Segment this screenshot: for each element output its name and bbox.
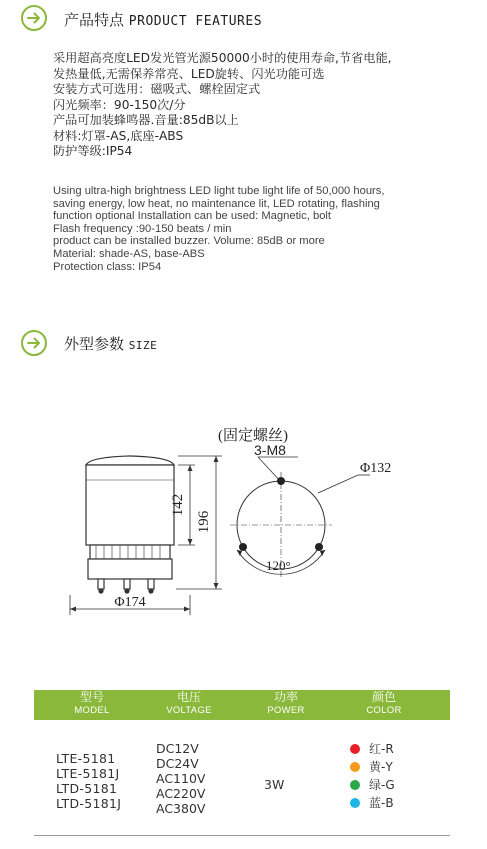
- power-cell: 3W: [264, 777, 285, 792]
- yellow-dot-icon: [350, 762, 360, 772]
- features-en-text: [53, 185, 463, 273]
- features-cn-line: 发热量低,无需保养常亮、LED旋转、闪光功能可选: [53, 66, 325, 81]
- header-voltage: 电压 VOLTAGE: [166, 690, 212, 716]
- arrow-right-circle-icon: [21, 330, 47, 356]
- model-cell: [56, 751, 121, 811]
- color-item-red: 红-R: [350, 740, 395, 758]
- features-cn-text: [53, 51, 473, 160]
- voltage-item: AC380V: [156, 801, 206, 816]
- dim-dia-top: Φ132: [360, 461, 392, 476]
- header-model: 型号 MODEL: [74, 690, 110, 716]
- dim-height-inner: 142: [170, 493, 186, 517]
- features-en-line: Using ultra-high brightness LED light tube light life of 50,000 hours,: [53, 185, 385, 197]
- features-cn-line: 防护等级:IP54: [53, 144, 133, 158]
- blue-dot-icon: [350, 798, 360, 808]
- fix-screw-label: (固定螺丝): [218, 428, 288, 444]
- voltage-item: AC110V: [156, 771, 206, 786]
- size-title: [64, 333, 157, 354]
- features-title: [64, 9, 262, 30]
- arrow-right-circle-icon: [21, 5, 47, 31]
- header-color: 颜色 COLOR: [366, 690, 402, 716]
- color-item-yellow: 黄-Y: [350, 758, 395, 776]
- features-en-line: Material: shade-AS, base-ABS: [53, 247, 205, 260]
- color-cell: [350, 740, 395, 812]
- color-item-blue: 蓝-B: [350, 794, 395, 812]
- table-bottom-divider: [34, 835, 450, 836]
- features-en-line: function optional Installation can be used: Magnetic, bolt: [53, 210, 332, 223]
- model-item: LTE-5181: [56, 751, 116, 766]
- dim-dia-bottom: Φ174: [114, 595, 146, 610]
- color-item-green: 绿-G: [350, 776, 395, 794]
- features-en-line: product can be installed buzzer. Volume: 85dB or more: [53, 235, 325, 248]
- spec-table-header: [34, 690, 450, 720]
- model-item: LTD-5181J: [56, 796, 122, 811]
- dimension-drawing: [0, 410, 487, 630]
- features-title-cn: 产品特点: [64, 11, 125, 29]
- features-cn-line: 产品可加装蜂鸣器.音量:85dB以上: [53, 113, 239, 127]
- size-title-en: SIZE: [128, 339, 158, 352]
- features-cn-line: 安装方式可选用：磁吸式、螺栓固定式: [53, 82, 261, 96]
- lamp-top-view: [230, 457, 370, 578]
- features-en-line: Flash frequency :90-150 beats / min: [53, 222, 232, 235]
- angle-label: 120°: [266, 558, 291, 573]
- red-dot-icon: [350, 744, 360, 754]
- green-dot-icon: [350, 780, 360, 790]
- features-en-line: saving energy, low heat, no maintenance lit, LED rotating, flashing: [53, 197, 380, 210]
- features-en-line: Protection class: IP54: [53, 260, 162, 273]
- dim-height-outer: 196: [196, 510, 212, 534]
- model-item: LTD-5181: [56, 781, 118, 796]
- voltage-cell: [156, 741, 205, 816]
- screw-size-label: 3-M8: [254, 442, 286, 458]
- features-cn-line: 采用超高亮度LED发光管光源50000小时的使用寿命,节省电能,: [53, 51, 392, 65]
- voltage-item: DC12V: [156, 741, 199, 756]
- header-power: 功率 POWER: [267, 690, 305, 716]
- voltage-item: AC220V: [156, 786, 206, 801]
- lamp-side-view: [86, 456, 174, 593]
- features-cn-line: 材料:灯罩-AS,底座-ABS: [53, 128, 184, 143]
- voltage-item: DC24V: [156, 756, 199, 771]
- model-item: LTE-5181J: [56, 766, 120, 781]
- features-title-en: PRODUCT FEATURES: [128, 14, 263, 29]
- features-cn-line: 闪光频率：90-150次/分: [53, 97, 186, 112]
- size-title-cn: 外型参数: [64, 335, 125, 353]
